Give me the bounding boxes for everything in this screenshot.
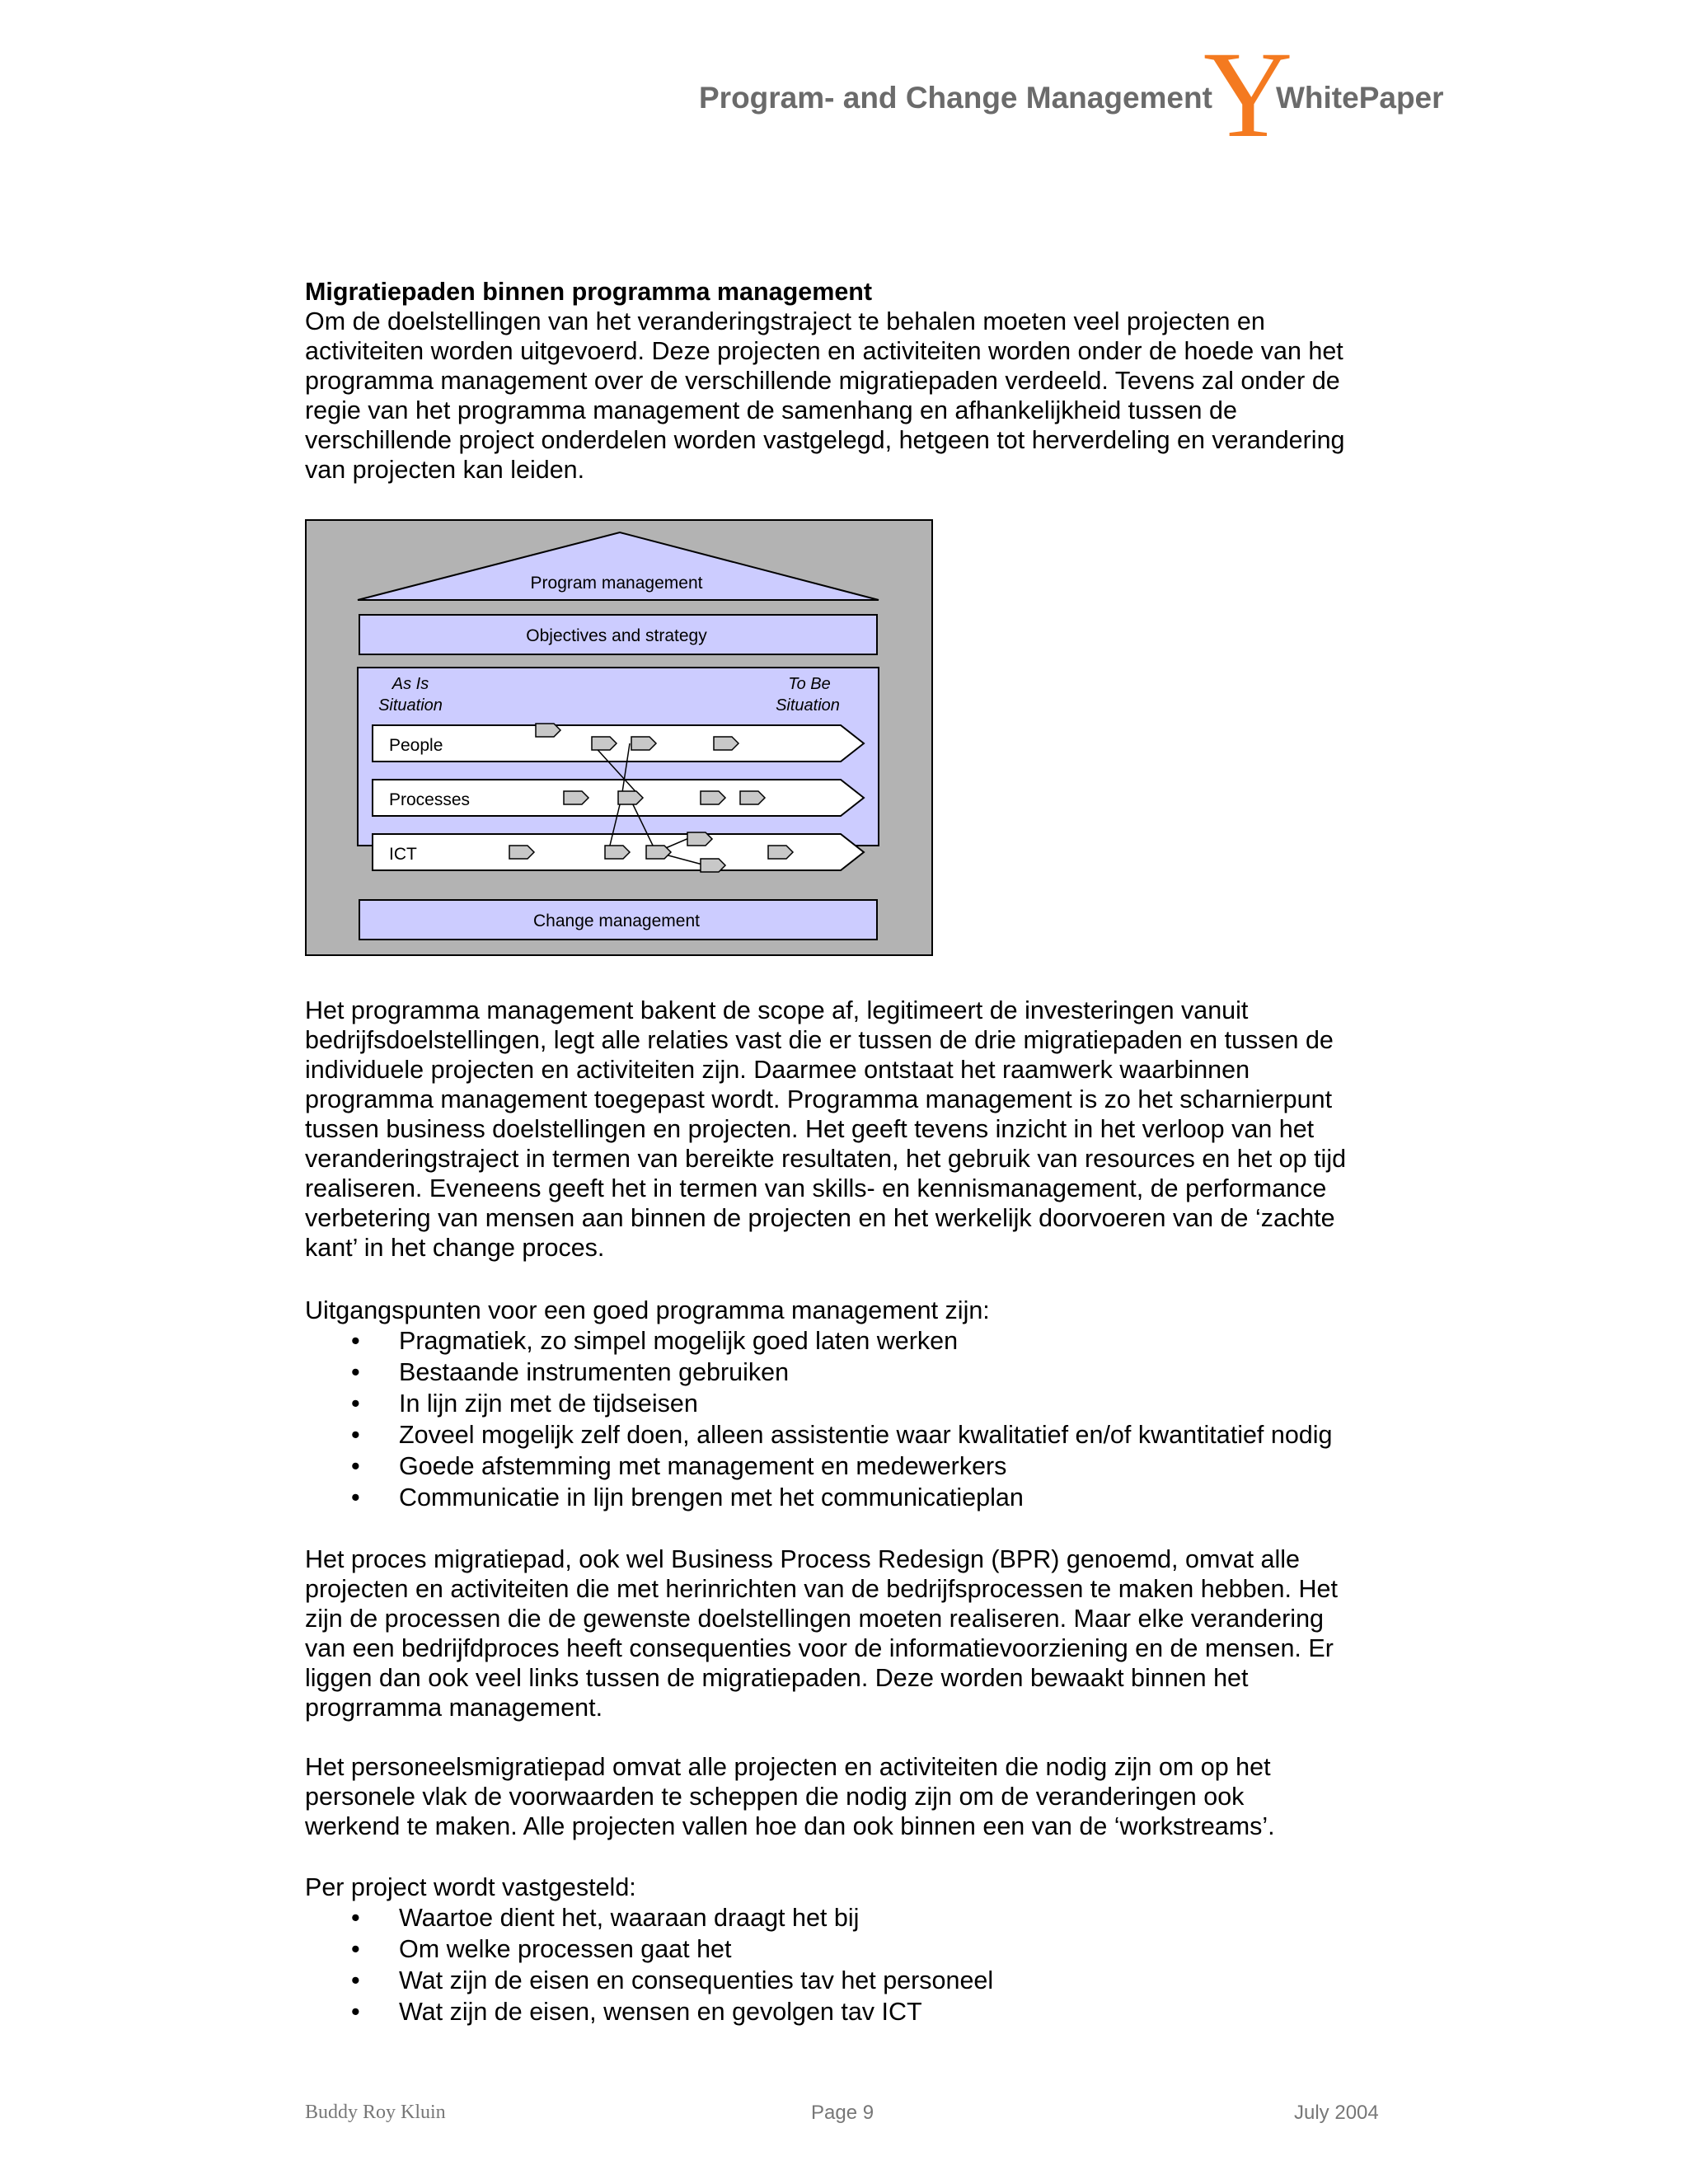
- lane-label: Processes: [389, 790, 471, 809]
- header-whitepaper: WhitePaper: [1276, 81, 1444, 115]
- list-item: • Wat zijn de eisen en consequenties tav het personeel: [305, 1965, 1401, 1996]
- intro-line: activiteiten worden uitgevoerd. Deze projecten en activiteiten worden onder de hoede van het: [305, 337, 1343, 365]
- diagram-svg: [305, 519, 933, 956]
- paragraph-line: realiseren. Eveneens geeft het in termen van skills- en kennismanagement, de performance: [305, 1174, 1327, 1202]
- paragraph-line: veranderingstraject in termen van bereikte resultaten, het gebruik van resources en het op tijd: [305, 1145, 1347, 1173]
- footer-author: Buddy Roy Kluin: [305, 2102, 446, 2123]
- paragraph-line: individuele projecten en activiteiten zijn. Daarmee ontstaat het raamwerk waarbinnen: [305, 1056, 1250, 1084]
- paragraph-line: liggen dan ook veel links tussen de migratiepaden. Deze worden bewaakt binnen het: [305, 1664, 1249, 1692]
- paragraph-line: personele vlak de voorwaarden te scheppen die nodig zijn om de veranderingen ook: [305, 1783, 1245, 1811]
- per-project-list: [305, 1902, 1401, 2027]
- paragraph-line: programma management toegepast wordt. Programma management is zo het scharnierpunt: [305, 1085, 1333, 1113]
- paragraph-line: Het personeelsmigratiepad omvat alle projecten en activiteiten die nodig zijn om op het: [305, 1753, 1271, 1781]
- to-be-label: To Be: [788, 675, 831, 693]
- per-project-section: [305, 1872, 1401, 2027]
- lane-label: People: [389, 736, 443, 755]
- objectives-label: Objectives and strategy: [526, 626, 707, 645]
- as-is-label: Situation: [378, 696, 443, 715]
- paragraph-line: Het programma management bakent de scope af, legitimeert de investeringen vanuit: [305, 996, 1249, 1024]
- intro-section: [305, 277, 1401, 485]
- program-management-diagram: [305, 519, 933, 956]
- lane-people: [373, 725, 864, 762]
- list-item: • Wat zijn de eisen, wensen en gevolgen tav ICT: [305, 1996, 1401, 2027]
- lane-label: ICT: [389, 845, 417, 864]
- paragraph-line: van een bedrijfdproces heeft consequenties voor de informatievoorziening en de mensen. Er: [305, 1634, 1334, 1662]
- to-be-label: Situation: [776, 696, 840, 715]
- paragraph-line: verbetering van mensen aan binnen de projecten en het werkelijk doorvoeren van de ‘zachte: [305, 1204, 1335, 1232]
- header-title: Program- and Change Management: [699, 81, 1212, 115]
- list-item: • Waartoe dient het, waaraan draagt het bij: [305, 1902, 1401, 1933]
- principles-section: [305, 1296, 1401, 1513]
- paragraph-line: werkend te maken. Alle projecten vallen hoe dan ook binnen een van de ‘workstreams’.: [305, 1812, 1275, 1840]
- paragraph-line: bedrijfsdoelstellingen, legt alle relaties vast die er tussen de drie migratiepaden en tussen de: [305, 1026, 1334, 1054]
- list-item: • Zoveel mogelijk zelf doen, alleen assistentie waar kwalitatief en/of kwantitatief nodig: [305, 1419, 1401, 1451]
- paragraph-line: projecten en activiteiten die met herinrichten van de bedrijfsprocessen te maken hebben. Het: [305, 1575, 1338, 1603]
- footer-page-number: Page 9: [811, 2102, 874, 2124]
- paragraph-line: progrramma management.: [305, 1694, 603, 1722]
- footer-date: July 2004: [1294, 2102, 1379, 2124]
- paragraph-line: Het proces migratiepad, ook wel Business Process Redesign (BPR) genoemd, omvat alle: [305, 1545, 1301, 1573]
- paragraph-bpr: [305, 1544, 1401, 1722]
- intro-line: regie van het programma management de samenhang en afhankelijkheid tussen de: [305, 396, 1237, 424]
- list-item: • Goede afstemming met management en medewerkers: [305, 1451, 1401, 1482]
- paragraph-scope: [305, 996, 1401, 1263]
- list-item: • Pragmatiek, zo simpel mogelijk goed laten werken: [305, 1325, 1401, 1357]
- list-item: • Om welke processen gaat het: [305, 1933, 1401, 1965]
- paragraph-line: tussen business doelstellingen en projecten. Het geeft tevens inzicht in het verloop van het: [305, 1115, 1315, 1143]
- change-management-label: Change management: [533, 912, 700, 930]
- paragraph-line: zijn de processen die de gewenste doelstellingen moeten realiseren. Maar elke verandering: [305, 1605, 1324, 1633]
- principles-intro: Uitgangspunten voor een goed programma management zijn:: [305, 1296, 990, 1324]
- paragraph-personnel: [305, 1752, 1401, 1841]
- intro-line: programma management over de verschillende migratiepaden verdeeld. Tevens zal onder de: [305, 367, 1340, 395]
- roof-label: Program management: [530, 574, 703, 593]
- list-item: • Communicatie in lijn brengen met het communicatieplan: [305, 1482, 1401, 1513]
- intro-line: verschillende project onderdelen worden vastgelegd, hetgeen tot herverdeling en verandering: [305, 426, 1345, 454]
- section-heading: Migratiepaden binnen programma management: [305, 278, 873, 306]
- per-project-intro: Per project wordt vastgesteld:: [305, 1873, 636, 1901]
- intro-line: Om de doelstellingen van het veranderingstraject te behalen moeten veel projecten en: [305, 307, 1265, 335]
- principles-list: [305, 1325, 1401, 1513]
- as-is-label: As Is: [392, 675, 429, 693]
- list-item: • In lijn zijn met de tijdseisen: [305, 1388, 1401, 1419]
- logo-y-icon: Y: [1203, 26, 1293, 163]
- list-item: • Bestaande instrumenten gebruiken: [305, 1357, 1401, 1388]
- page-header: [692, 26, 1459, 163]
- paragraph-line: kant’ in het change proces.: [305, 1234, 605, 1262]
- intro-line: van projecten kan leiden.: [305, 456, 585, 484]
